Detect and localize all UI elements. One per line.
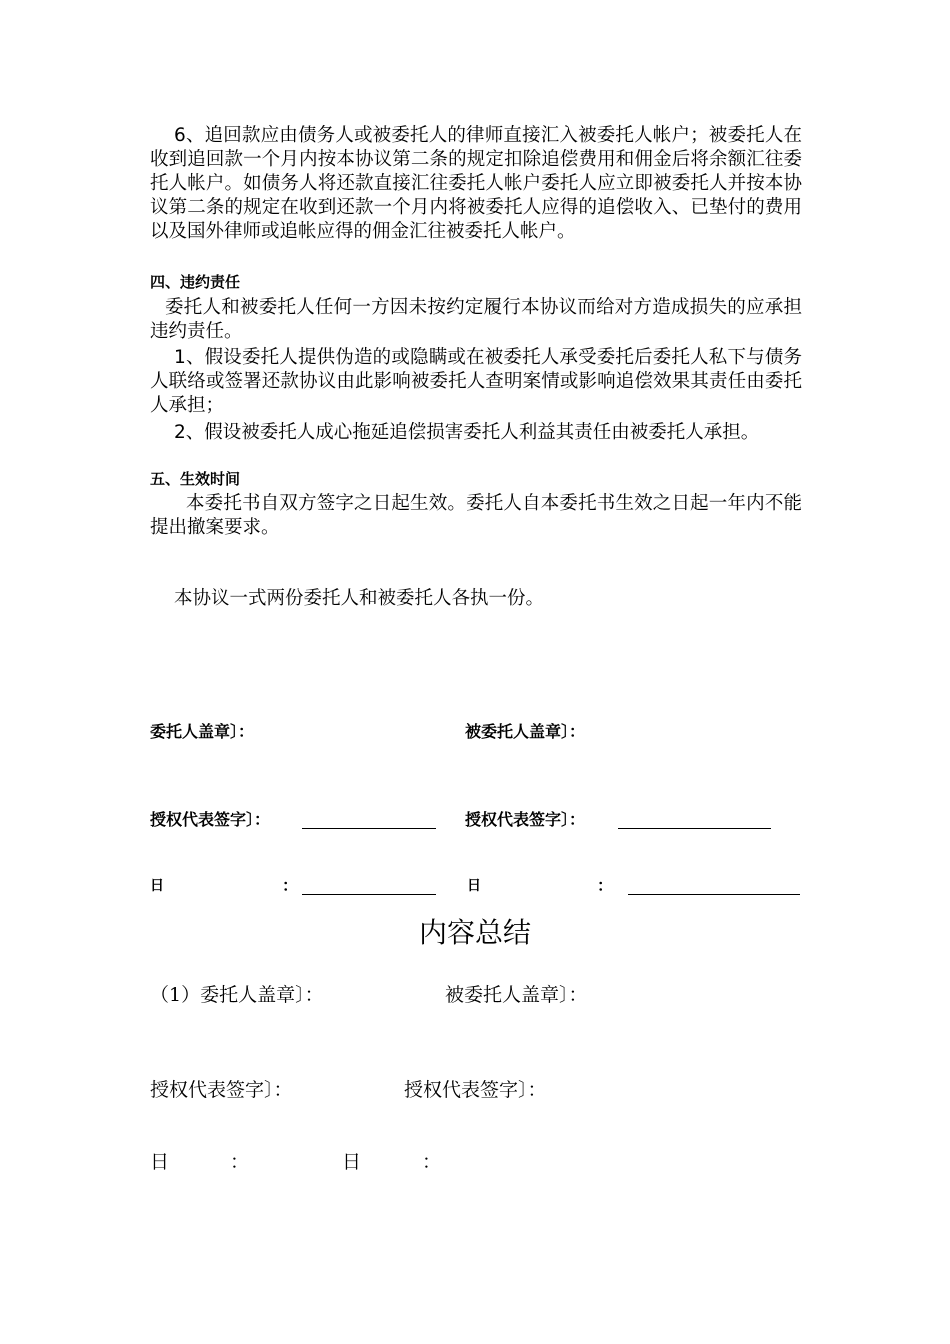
summary-line3-colon-b: ： — [422, 1151, 442, 1173]
principal-seal-label: 委托人盖章〕： — [150, 722, 255, 741]
summary-line2-left: 授权代表签字〕： — [150, 1079, 293, 1101]
rep-sign-left-line[interactable] — [302, 828, 436, 829]
section-4-heading: 四、违约责任 — [150, 273, 241, 291]
clause-2-6: 6、追回款应由债务人或被委托人的律师直接汇入被委托人帐户；被委托人在收到追回款一个月内按本协议第二条的规定扣除追偿费用和佣金后将余额汇往委托人帐户。如债务人将还款直接汇往委托人帐户委托人应立即被委托人并按本协议第二条的规定在收到还款一个月内将被委托人应得的追偿收入、已垫付的费用以及国外律师或追帐应得的佣金汇往被委托人帐户。 — [150, 125, 802, 242]
summary-line2-right: 授权代表签字〕： — [404, 1079, 547, 1101]
date-left-colon: ： — [282, 876, 299, 895]
summary-line1-right: 被委托人盖章〕： — [445, 984, 588, 1006]
date-left-line[interactable] — [302, 894, 436, 895]
section-4-intro: 委托人和被委托人任何一方因未按约定履行本协议而给对方造成损失的应承担违约责任。 — [150, 297, 802, 342]
date-right-colon: ： — [597, 876, 614, 895]
section-4-item-2: 2、假设被委托人成心拖延追偿损害委托人利益其责任由被委托人承担。 — [174, 422, 760, 443]
section-5-text: 本委托书自双方签字之日起生效。委托人自本委托书生效之日起一年内不能提出撤案要求。 — [150, 493, 802, 538]
summary-line3-date-a: 日 — [150, 1151, 170, 1173]
rep-sign-right-line[interactable] — [618, 828, 771, 829]
section-5-heading: 五、生效时间 — [150, 470, 241, 488]
summary-line3-date-b: 日 — [342, 1151, 362, 1173]
date-right-char: 日 — [467, 878, 481, 894]
copies-statement: 本协议一式两份委托人和被委托人各执一份。 — [174, 588, 545, 609]
section-4-item-1: 1、假设委托人提供伪造的或隐瞒或在被委托人承受委托后委托人私下与债务人联络或签署还款协议由此影响被委托人查明案情或影响追偿效果其责任由委托人承担； — [150, 347, 802, 416]
summary-line1-left: （1）委托人盖章〕： — [150, 984, 324, 1006]
agent-seal-label: 被委托人盖章〕： — [465, 722, 586, 741]
date-right-line[interactable] — [628, 894, 800, 895]
summary-line3-colon-a: ： — [230, 1151, 250, 1173]
summary-title: 内容总结 — [418, 916, 531, 949]
rep-sign-left-label: 授权代表签字〕： — [150, 810, 271, 829]
date-left-char: 日 — [150, 878, 164, 894]
rep-sign-right-label: 授权代表签字〕： — [465, 810, 586, 829]
